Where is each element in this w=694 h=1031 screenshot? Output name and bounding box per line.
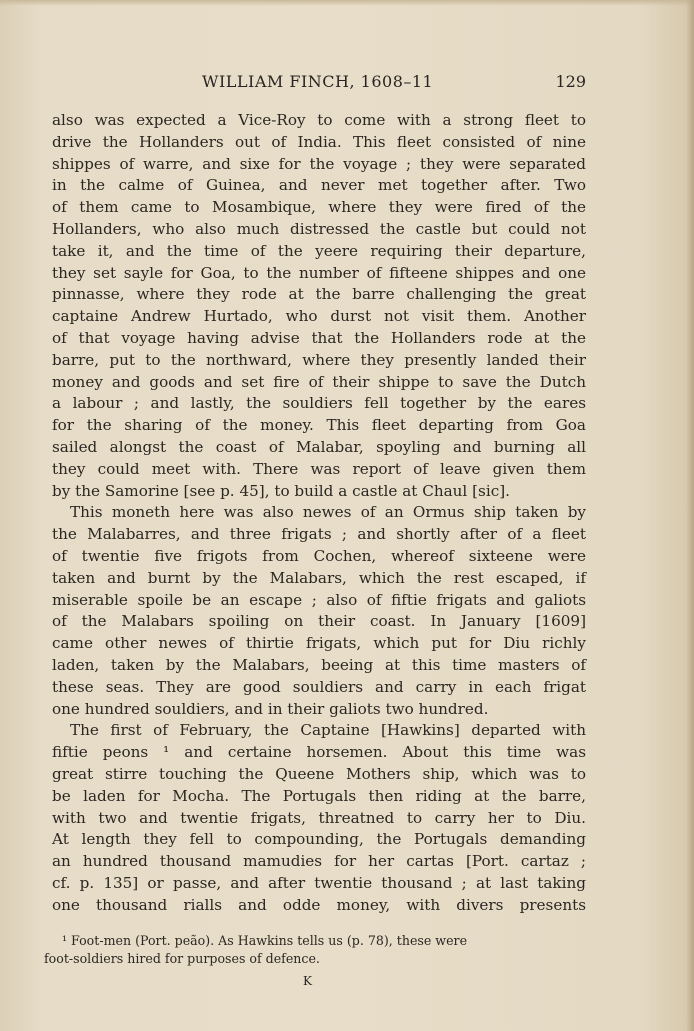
running-title: WILLIAM FINCH, 1608–11 — [202, 72, 434, 91]
text-line: be laden for Mocha. The Portugals then riding at the barre, — [52, 786, 586, 805]
footnote-line: foot-soldiers hired for purposes of defence. — [44, 951, 320, 966]
text-line: of twentie five frigots from Cochen, whereof sixteene were — [52, 546, 586, 565]
text-line: a labour ; and lastly, the souldiers fell together by the eares — [52, 394, 586, 413]
text-line: of that voyage having advise that the Hollanders rode at the — [52, 328, 586, 347]
page-right-edge — [686, 0, 694, 1031]
text-line: pinnasse, where they rode at the barre challenging the great — [52, 285, 586, 304]
signature-mark: K — [303, 974, 312, 988]
footnote — [44, 932, 578, 968]
text-line: they could meet with. There was report of leave given them — [52, 459, 586, 478]
text-line: cf. p. 135] or passe, and after twentie thousand ; at last taking — [52, 873, 586, 892]
text-line: money and goods and set fire of their shippe to save the Dutch — [52, 372, 586, 391]
text-line: for the sharing of the money. This fleet departing from Goa — [52, 416, 586, 435]
text-line: captaine Andrew Hurtado, who durst not visit them. Another — [52, 307, 586, 326]
text-line: drive the Hollanders out of India. This fleet consisted of nine — [52, 132, 586, 151]
text-line: shippes of warre, and sixe for the voyage ; they were separated — [52, 154, 586, 173]
text-line: miserable spoile be an escape ; also of fiftie frigats and galiots — [52, 590, 586, 609]
text-line: of them came to Mosambique, where they were fired of the — [52, 198, 586, 217]
text-line: of the Malabars spoiling on their coast. In January [1609] — [52, 612, 586, 631]
text-line: these seas. They are good souldiers and carry in each frigat — [52, 677, 586, 696]
text-line: great stirre touching the Queene Mothers ship, which was to — [52, 764, 586, 783]
text-line: they set sayle for Goa, to the number of fifteene shippes and one — [52, 263, 586, 282]
text-line: take it, and the time of the yeere requiring their departure, — [52, 241, 586, 260]
text-line: fiftie peons ¹ and certaine horsemen. About this time was — [52, 743, 586, 762]
text-line: one hundred souldiers, and in their galiots two hundred. — [52, 699, 489, 718]
running-header — [52, 72, 586, 98]
body-text — [52, 110, 586, 916]
text-line: in the calme of Guinea, and never met together after. Two — [52, 176, 586, 195]
text-line: the Malabarres, and three frigats ; and shortly after of a fleet — [52, 525, 586, 544]
text-line: Hollanders, who also much distressed the castle but could not — [52, 219, 586, 238]
text-line: by the Samorine [see p. 45], to build a castle at Chaul [sic]. — [52, 481, 510, 500]
text-line: came other newes of thirtie frigats, which put for Diu richly — [52, 634, 586, 653]
text-line: an hundred thousand mamudies for her cartas [Port. cartaz ; — [52, 852, 586, 871]
text-line: barre, put to the northward, where they presently landed their — [52, 350, 586, 369]
text-line: sailed alongst the coast of Malabar, spoyling and burning all — [52, 437, 586, 456]
text-line: At length they fell to compounding, the Portugals demanding — [52, 830, 586, 849]
text-line: with two and twentie frigats, threatned to carry her to Diu. — [52, 808, 586, 827]
text-line: The first of February, the Captaine [Hawkins] departed with — [70, 721, 586, 740]
text-line: one thousand rialls and odde money, with divers presents — [52, 895, 586, 914]
page-number: 129 — [555, 72, 586, 91]
text-line: taken and burnt by the Malabars, which the rest escaped, if — [52, 568, 586, 587]
text-line: also was expected a Vice-Roy to come with a strong fleet to — [52, 111, 586, 129]
footnote-line: ¹ Foot-men (Port. peão). As Hawkins tells us (p. 78), these were — [62, 933, 468, 948]
page-top-edge — [0, 0, 694, 6]
text-line: laden, taken by the Malabars, beeing at this time masters of — [52, 655, 586, 674]
text-line: This moneth here was also newes of an Ormus ship taken by — [70, 503, 586, 522]
